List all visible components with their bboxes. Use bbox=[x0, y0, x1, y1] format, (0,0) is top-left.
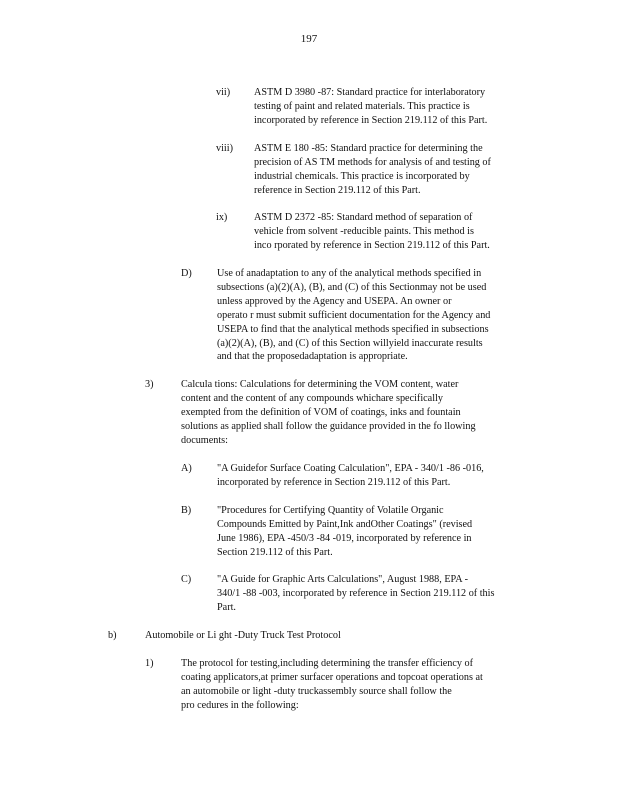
list-item-label: 1) bbox=[145, 658, 154, 669]
list-item-text bbox=[254, 142, 491, 198]
page-number: 197 bbox=[300, 33, 318, 45]
text-line: precision of AS TM methods for analysis of and testing of bbox=[254, 156, 491, 168]
text-line: testing of paint and related materials. This practice is bbox=[254, 100, 470, 112]
text-line: unless approved by the Agency and USEPA. An owner or bbox=[217, 295, 452, 307]
text-line: Part. bbox=[217, 601, 236, 613]
text-line: incorporated by reference in Section 219.112 of this Part. bbox=[217, 476, 451, 488]
text-line: "A Guide for Graphic Arts Calculations", August 1988, EPA - bbox=[217, 574, 469, 585]
text-line: subsections (a)(2)(A), (B), and (C) of this Sectionmay not be used bbox=[217, 281, 487, 293]
text-line: 340/1 -88 -003, incorporated by reference in Section 219.112 of this bbox=[217, 587, 495, 599]
text-line: June 1986), EPA -450/3 -84 -019, incorporated by reference in bbox=[217, 532, 472, 544]
list-item-text bbox=[254, 211, 490, 253]
text-line: "A Guidefor Surface Coating Calculation", EPA - 340/1 -86 -016, bbox=[217, 463, 484, 474]
list-item-text bbox=[145, 629, 341, 643]
text-line: inco rporated by reference in Section 219.112 of this Part. bbox=[254, 239, 490, 251]
text-line: industrial chemicals. This practice is incorporated by bbox=[254, 170, 470, 182]
text-line: Compounds Emitted by Paint,Ink andOther Coatings" (revised bbox=[217, 518, 473, 530]
text-line: pro cedures in the following: bbox=[181, 699, 299, 711]
list-item-text bbox=[217, 573, 494, 615]
text-line: The protocol for testing,including determining the transfer efficiency of bbox=[181, 658, 474, 669]
text-line: ASTM E 180 -85: Standard practice for determining the bbox=[254, 143, 483, 154]
text-line: operato r must submit sufficient documentation for the Agency and bbox=[217, 309, 491, 321]
text-line: vehicle from solvent -reducible paints. This method is bbox=[254, 225, 474, 237]
text-line: (a)(2)(A), (B), and (C) of this Section willyield inaccurate results bbox=[217, 337, 483, 349]
text-line: coating applicators,at primer surfacer operations and topcoat operations at bbox=[181, 671, 483, 683]
text-line: ASTM D 2372 -85: Standard method of separation of bbox=[254, 212, 473, 223]
text-line: Calcula tions: Calculations for determining the VOM content, water bbox=[181, 379, 459, 390]
text-line: Automobile or Li ght -Duty Truck Test Protocol bbox=[145, 630, 341, 641]
list-item-label: B) bbox=[181, 505, 192, 516]
list-item-text bbox=[181, 378, 476, 448]
list-item-text bbox=[181, 657, 483, 713]
list-item-label: D) bbox=[181, 268, 192, 279]
text-line: Section 219.112 of this Part. bbox=[217, 546, 333, 558]
list-item-label: b) bbox=[108, 630, 117, 641]
list-item-label: viii) bbox=[216, 143, 233, 154]
text-line: Use of anadaptation to any of the analytical methods specified in bbox=[217, 268, 482, 279]
list-item-label: vii) bbox=[216, 87, 231, 98]
list-item-label: ix) bbox=[216, 212, 228, 223]
text-line: USEPA to find that the analytical methods specified in subsections bbox=[217, 323, 489, 335]
text-line: solutions as applied shall follow the guidance provided in the fo llowing bbox=[181, 420, 476, 432]
list-item-text bbox=[217, 504, 472, 560]
text-line: content and the content of any compounds whichare specifically bbox=[181, 392, 443, 404]
text-line: reference in Section 219.112 of this Part. bbox=[254, 184, 421, 196]
list-item-text bbox=[254, 86, 487, 128]
list-item-label: A) bbox=[181, 463, 192, 474]
text-line: documents: bbox=[181, 434, 228, 446]
text-line: "Procedures for Certifying Quantity of Volatile Organic bbox=[217, 505, 444, 516]
list-item-text bbox=[217, 462, 484, 490]
text-line: ASTM D 3980 -87: Standard practice for interlaboratory bbox=[254, 87, 486, 98]
list-item-label: 3) bbox=[145, 379, 154, 390]
text-line: and that the proposedadaptation is appropriate. bbox=[217, 351, 408, 363]
text-line: incorporated by reference in Section 219.112 of this Part. bbox=[254, 114, 488, 126]
list-item-label: C) bbox=[181, 574, 192, 585]
text-line: an automobile or light -duty truckassembly source shall follow the bbox=[181, 685, 452, 697]
list-item-text bbox=[217, 267, 490, 364]
text-line: exempted from the definition of VOM of coatings, inks and fountain bbox=[181, 406, 461, 418]
